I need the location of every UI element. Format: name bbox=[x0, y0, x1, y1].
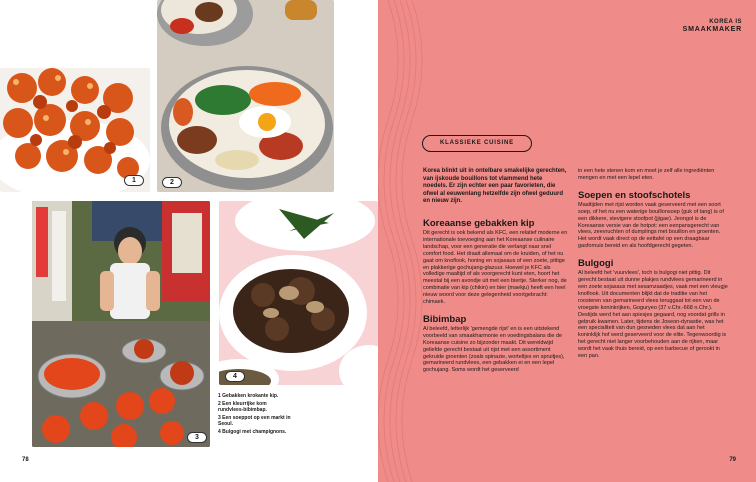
photo-number-badge: 3 bbox=[187, 432, 207, 443]
page-number-right: 79 bbox=[729, 457, 736, 463]
section-tag: KOREA IS SMAAKMAKER bbox=[682, 19, 742, 33]
paragraph-stone-bowl: in een hete stenen kom en moet je zelf alle ingrediënten mengen en met een lepel eten. bbox=[578, 168, 715, 181]
photo-captions bbox=[218, 393, 293, 437]
caption-item: 4 Bulgogi met champignons. bbox=[218, 429, 287, 435]
caption-item: 3 Een soeppot op een markt in Seoul. bbox=[218, 415, 291, 427]
bibimbap-illustration bbox=[157, 0, 334, 192]
photo-number-badge: 2 bbox=[162, 177, 182, 188]
heading-soepen: Soepen en stoofschotels bbox=[578, 189, 691, 201]
text-column-right bbox=[578, 168, 728, 368]
heading-bulgogi: Bulgogi bbox=[578, 258, 614, 270]
paragraph-bulgogi: Al beleefd het 'vuurvlees', toch is bulgogi niet pittig. Dit gerecht bestaat uit dunne plakjes rundvlees gemarineerd in een zoete sojasaus met sesamzaadjes, vaak met een vleugje knoflook. Uit documenten blijkt dat de traditie van het roosteren van gemarineerd vlees teruggaat tot een van de vroegste koninkrijken, Goguryeo (37 v.Chr.-668 n.Chr.). Destijds werd het aan spiesjes gegaard, nog voordat grills in gebruik kwamen. Later, tijdens de Joseon-dynastie, was het een specialiteit van dun gesneden vlees dat aan het koninklijk hof werd geserveerd voor de elite. Tegenwoordig is het gerecht niet langer voorbehouden aan de rijken, maar wordt het vaak thuis bereid, op een barbecue of gerookt in een pan. bbox=[578, 270, 728, 360]
paragraph-kip: Dit gerecht is ook bekend als KFC, een relatief moderne en internationale toevoeging aan het Koreaanse culinaire landschap, voor een generatie die verlangt naar snel comfort food. Het draait allemaal om de kruiden, of het nu gaat om knoflook, honing en sojasaus of een zoete, pittige en plakkerige gochujang-glazuur. Hoewel je KFC als volledige maaltijd of als voorgerecht kunt eten, hoort het meestal bij een avondje uit met een biertje. Sterker nog, de combinatie van kip (chikin) en bier (maekju) heeft een heel nieuw woord voor deze gelegenheid voortgebracht: chimaek. bbox=[423, 229, 568, 306]
photo-number-badge: 1 bbox=[124, 175, 144, 186]
text-column-left bbox=[423, 168, 568, 382]
paragraph-bibimbap: Al beleefd, letterlijk 'gemengde rijst' en is een uitstekend voorbeeld van smaakharmonie en voedingsbalans die de Koreaanse cuisine zo bijzonder maakt. Dit wereldwijd geliefde gerecht bestaat uit rijst met een assortiment gekruide groenten (zoals spinazie, worteltjes en spruitjes), gemarineerd rundvlees, een gebakken ei en een lepel gochujang. Soms wordt het geserveerd bbox=[423, 325, 565, 374]
heading-kip: Koreaanse gebakken kip bbox=[423, 217, 535, 229]
fried-chicken-illustration bbox=[0, 68, 150, 192]
paragraph-soepen: Maaltijden met rijst worden vaak geserveerd met een soort soep, of het nu een waterige bouillonsoep (guk of tang) is of een dikkere, stevigere stoofpot (jjigae). Jeongol is de Koreaanse versie van de hotpot: een eenpansgerecht van vlees, zeevruchten of dumplings met bouillon en groenten. Het wordt vaak direct op de eettafel op een draagbaar gasfornuis bereid en als hoofdgerecht gegeten. bbox=[578, 201, 724, 250]
heading-bibimbap: Bibimbap bbox=[423, 313, 467, 325]
fried-chicken-photo bbox=[0, 68, 150, 192]
bulgogi-illustration bbox=[219, 201, 378, 385]
bibimbap-photo bbox=[157, 0, 334, 192]
photo-number-badge: 4 bbox=[225, 371, 245, 382]
bulgogi-photo bbox=[219, 201, 378, 385]
caption-item: 2 Een kleurrijke kom rundvlees-bibimbap. bbox=[218, 401, 267, 413]
soup-market-photo bbox=[32, 201, 210, 447]
classic-cuisine-label: KLASSIEKE CUISINE bbox=[422, 135, 532, 152]
soup-market-illustration bbox=[32, 201, 210, 447]
page-number-left: 78 bbox=[22, 457, 29, 463]
caption-item: 1 Gebakken krokante kip. bbox=[218, 393, 279, 399]
intro-paragraph: Korea blinkt uit in ontelbare smakelijke gerechten, van ijskoude bouillons tot vlammend hete noedels. Er zijn echter een paar favorieten, die ofwel al eeuwenlang hetzelfde zijn ofwel geduurd en nieuw zijn. bbox=[423, 168, 567, 205]
